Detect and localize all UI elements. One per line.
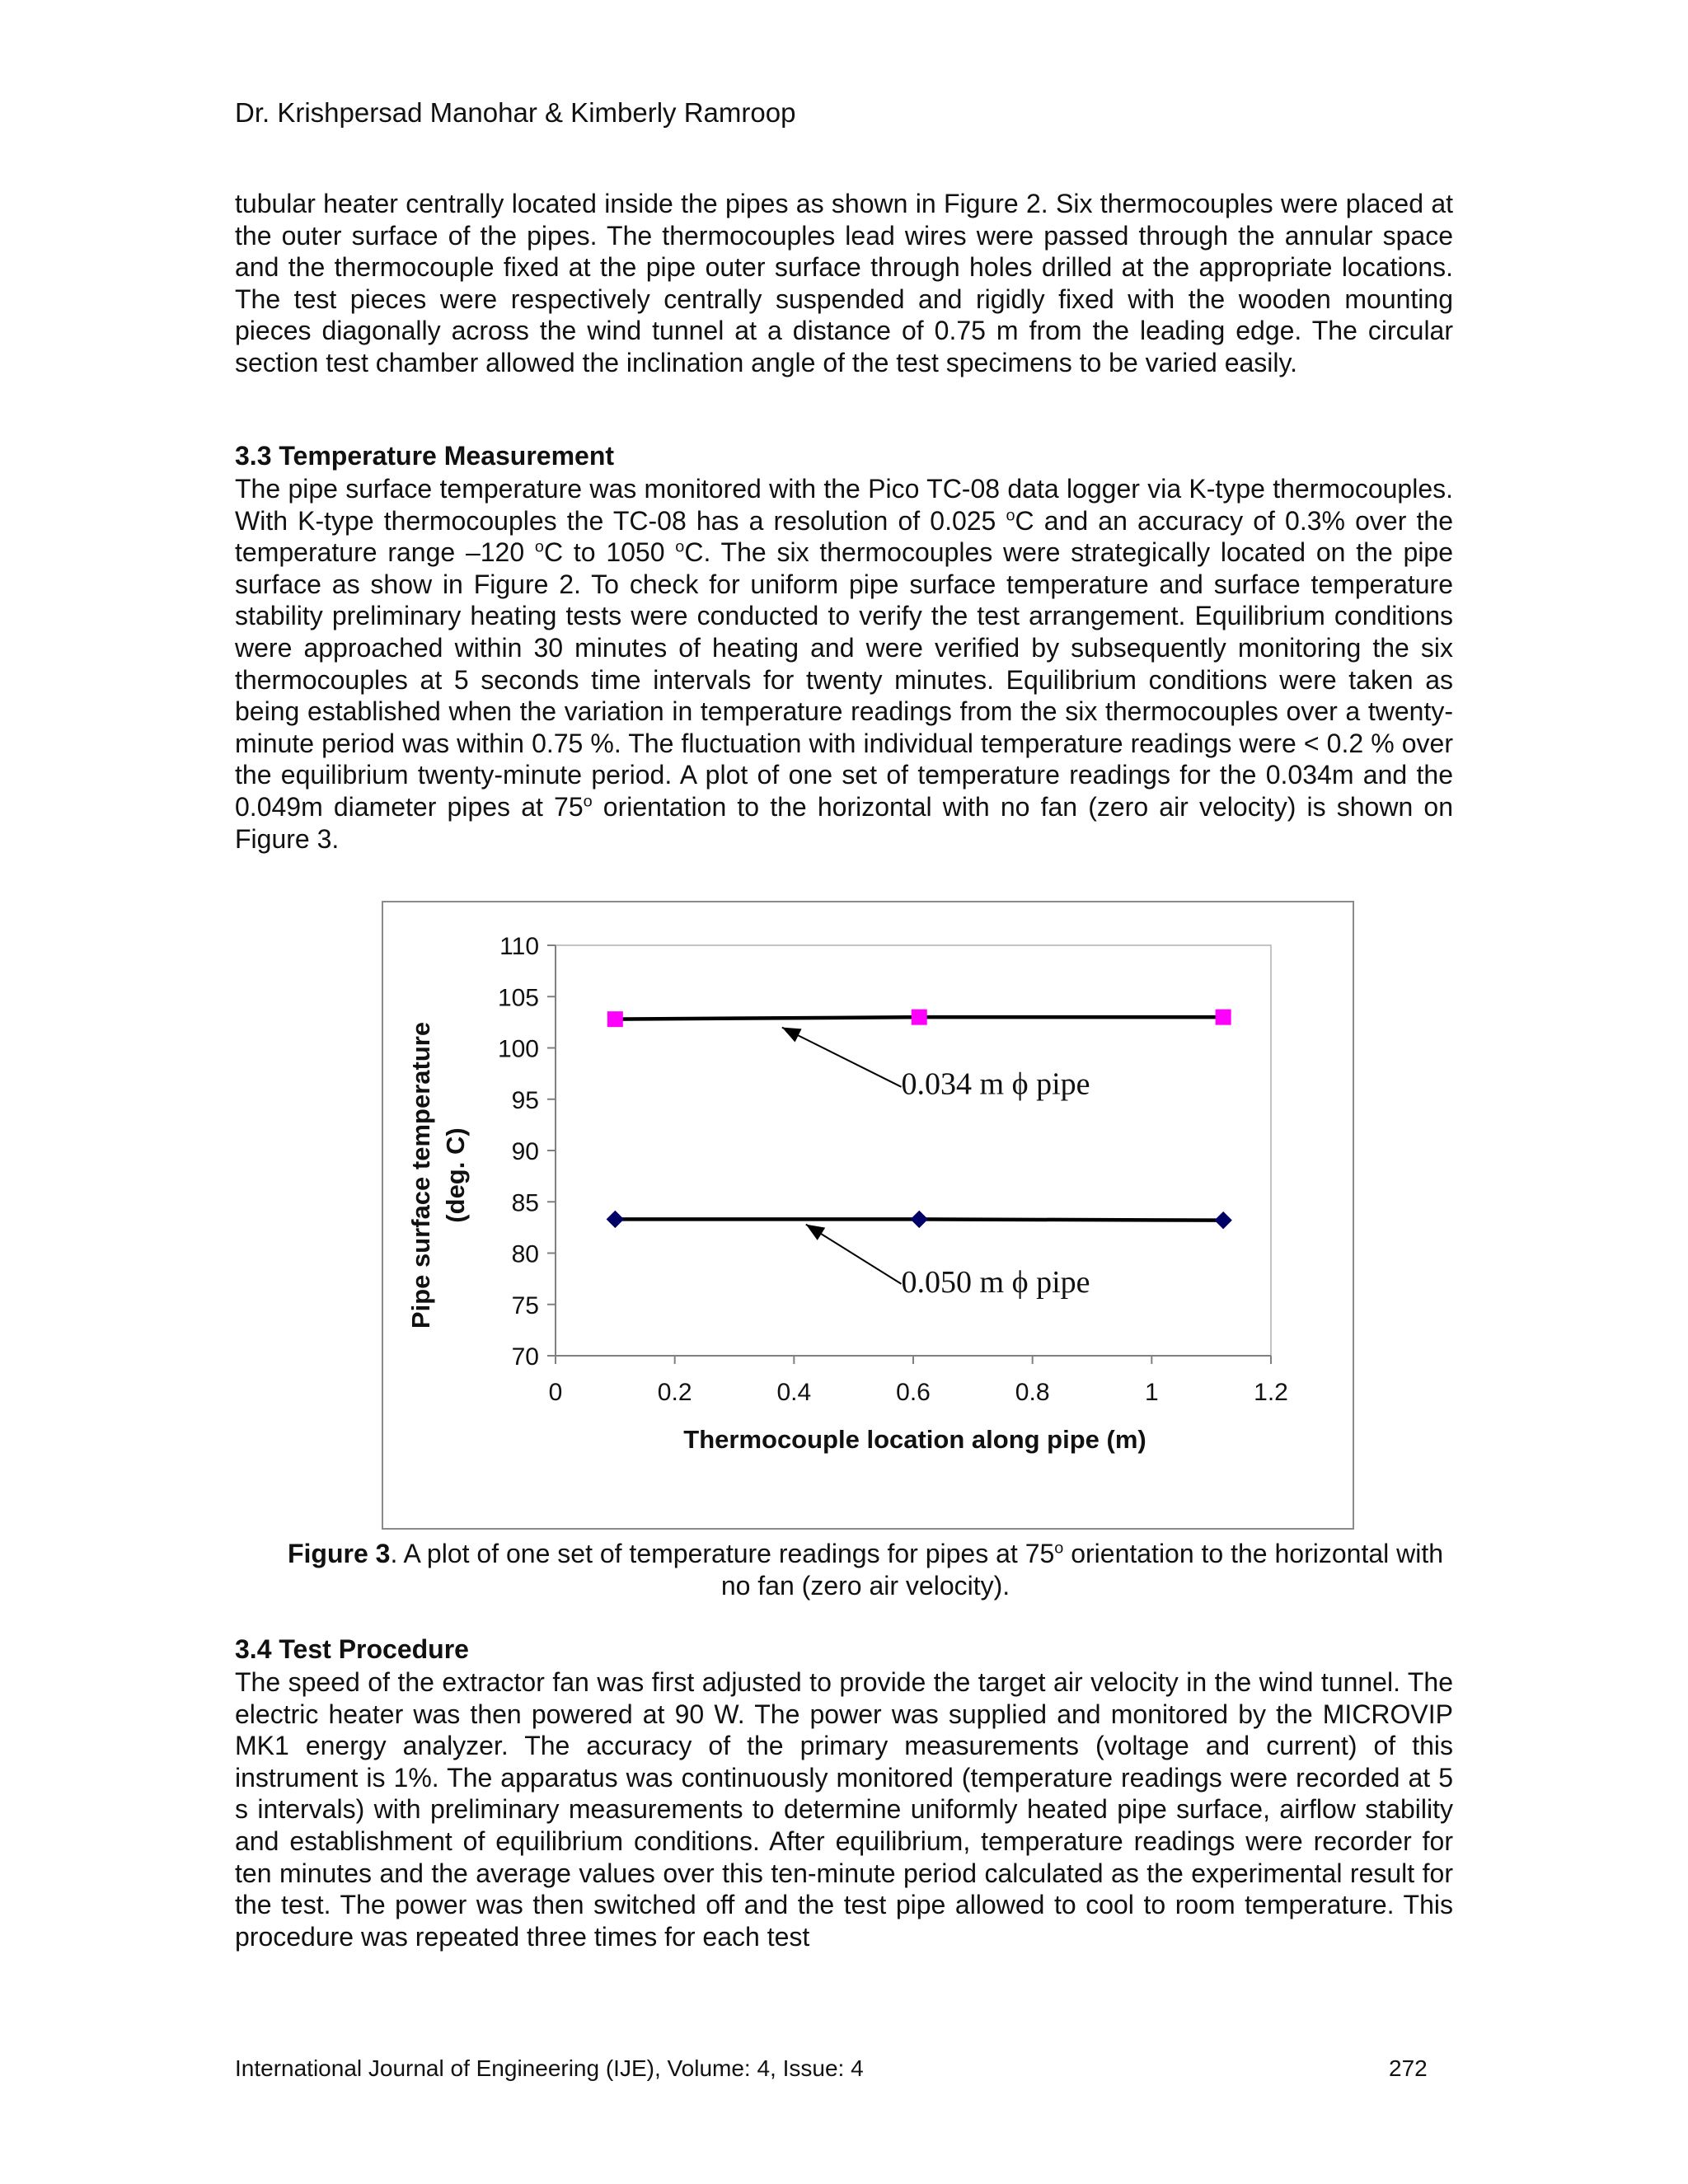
x-tick-label: 0.8: [1015, 1379, 1050, 1406]
degree-mark: o: [675, 537, 685, 556]
y-tick-label: 90: [511, 1138, 539, 1165]
annotation-label: 0.050 m ϕ pipe: [901, 1264, 1090, 1300]
annotation-arrow-line: [782, 1028, 902, 1087]
text-run: . A plot of one set of temperature readings for pipes at 75: [390, 1539, 1055, 1568]
y-tick-label: 70: [511, 1343, 539, 1371]
paragraph-temperature-measurement: [235, 473, 1453, 855]
y-tick-label: 100: [497, 1035, 539, 1063]
y-tick-label: 75: [511, 1291, 539, 1319]
data-point-diamond: [607, 1211, 623, 1227]
data-point-diamond: [1215, 1212, 1231, 1229]
degree-mark: o: [583, 792, 593, 811]
degree-mark: o: [534, 537, 544, 556]
x-tick-label: 1.2: [1254, 1379, 1288, 1406]
x-tick-label: 0: [548, 1379, 563, 1406]
degree-mark: o: [1054, 1539, 1064, 1558]
text-run: The pipe surface temperature was monitored with the Pico TC-08 data logger via K-type thermocouples. With K-type thermocouples the TC-08 has a resolution of 0.025: [235, 474, 1453, 536]
section-heading-3-3: 3.3 Temperature Measurement: [235, 441, 615, 471]
data-point-square: [1216, 1010, 1231, 1024]
x-axis-title: Thermocouple location along pipe (m): [683, 1425, 1146, 1454]
y-axis-title-units: (deg. C): [441, 1127, 470, 1223]
figure-3-frame: [382, 901, 1354, 1530]
y-tick-label: 105: [497, 984, 539, 1012]
text-run: C and an accuracy of 0.3% over the temperature range –120: [235, 505, 1454, 568]
x-tick-label: 0.6: [896, 1379, 931, 1406]
text-run: orientation to the horizontal with no fan (zero air velocity) is shown on Figure 3.: [235, 791, 1454, 854]
degree-mark: o: [1006, 505, 1015, 524]
figure-3-caption: [280, 1538, 1451, 1602]
x-tick-label: 1: [1144, 1379, 1159, 1406]
text-run: C. The six thermocouples were strategically located on the pipe surface as show in Figure 2. To check for uniform pipe surface temperature and surface temperature stability preliminary heating tests were conducted to verify the test arrangement. Equilibrium conditions were approached within 30 minutes of heating and were verified by subsequently monitoring the six thermocouples at 5 seconds time intervals for twenty minutes. Equilibrium conditions were taken as being established when the variation in temperature readings from the six thermocouples over a twenty-minute period was within 0.75 %. The fluctuation with individual temperature readings were < 0.2 % over the equilibrium twenty-minute period. A plot of one set of temperature readings for the 0.034m and the 0.049m diameter pipes at 75: [235, 537, 1454, 822]
data-point-diamond: [911, 1211, 927, 1227]
y-tick-label: 110: [499, 933, 539, 960]
text-run: orientation to the horizontal with no fan (zero air velocity).: [720, 1539, 1444, 1601]
x-tick-label: 0.2: [657, 1379, 692, 1406]
annotation-label: 0.034 m ϕ pipe: [901, 1066, 1090, 1102]
page-header-authors: Dr. Krishpersad Manohar & Kimberly Ramroop: [235, 97, 796, 128]
y-axis-title: Pipe surface temperature: [406, 1021, 435, 1329]
y-tick-label: 95: [511, 1086, 539, 1114]
paragraph-test-procedure: The speed of the extractor fan was first adjusted to provide the target air velocity in the wind tunnel. The electric heater was then powered at 90 W. The power was supplied and monitored by the MICROVIP MK1 energy analyzer. The accuracy of the primary measurements (voltage and current) of this instrument is 1%. The apparatus was continuously monitored (temperature readings were recorded at 5 s intervals) with preliminary measurements to determine uniformly heated pipe surface, airflow stability and establishment of equilibrium conditions. After equilibrium, temperature readings were recorder for ten minutes and the average values over this ten-minute period calculated as the experimental result for the test. The power was then switched off and the test pipe allowed to cool to room temperature. This procedure was repeated three times for each test: [235, 1667, 1453, 1952]
section-heading-3-4: 3.4 Test Procedure: [235, 1634, 469, 1664]
annotation-arrowhead: [782, 1028, 802, 1043]
x-tick-label: 0.4: [776, 1379, 812, 1406]
y-tick-label: 85: [511, 1189, 539, 1217]
page-number: 272: [1389, 2055, 1428, 2081]
data-point-square: [607, 1012, 622, 1027]
data-point-square: [912, 1010, 926, 1024]
page-footer-journal: International Journal of Engineering (IJE), Volume: 4, Issue: 4: [235, 2055, 864, 2081]
y-tick-label: 80: [511, 1240, 539, 1268]
annotation-arrowhead: [806, 1225, 825, 1240]
figure-label: Figure 3: [287, 1539, 391, 1568]
temperature-chart: [383, 902, 1353, 1528]
paragraph-intro: tubular heater centrally located inside the pipes as shown in Figure 2. Six thermocouples were placed at the outer surface of the pipes. The thermocouples lead wires were passed through the annular space and the thermocouple fixed at the pipe outer surface through holes drilled at the appropriate locations. The test pieces were respectively centrally suspended and rigidly fixed with the wooden mounting pieces diagonally across the wind tunnel at a distance of 0.75 m from the leading edge. The circular section test chamber allowed the inclination angle of the test specimens to be varied easily.: [235, 189, 1453, 377]
text-run: C to 1050: [543, 537, 676, 568]
